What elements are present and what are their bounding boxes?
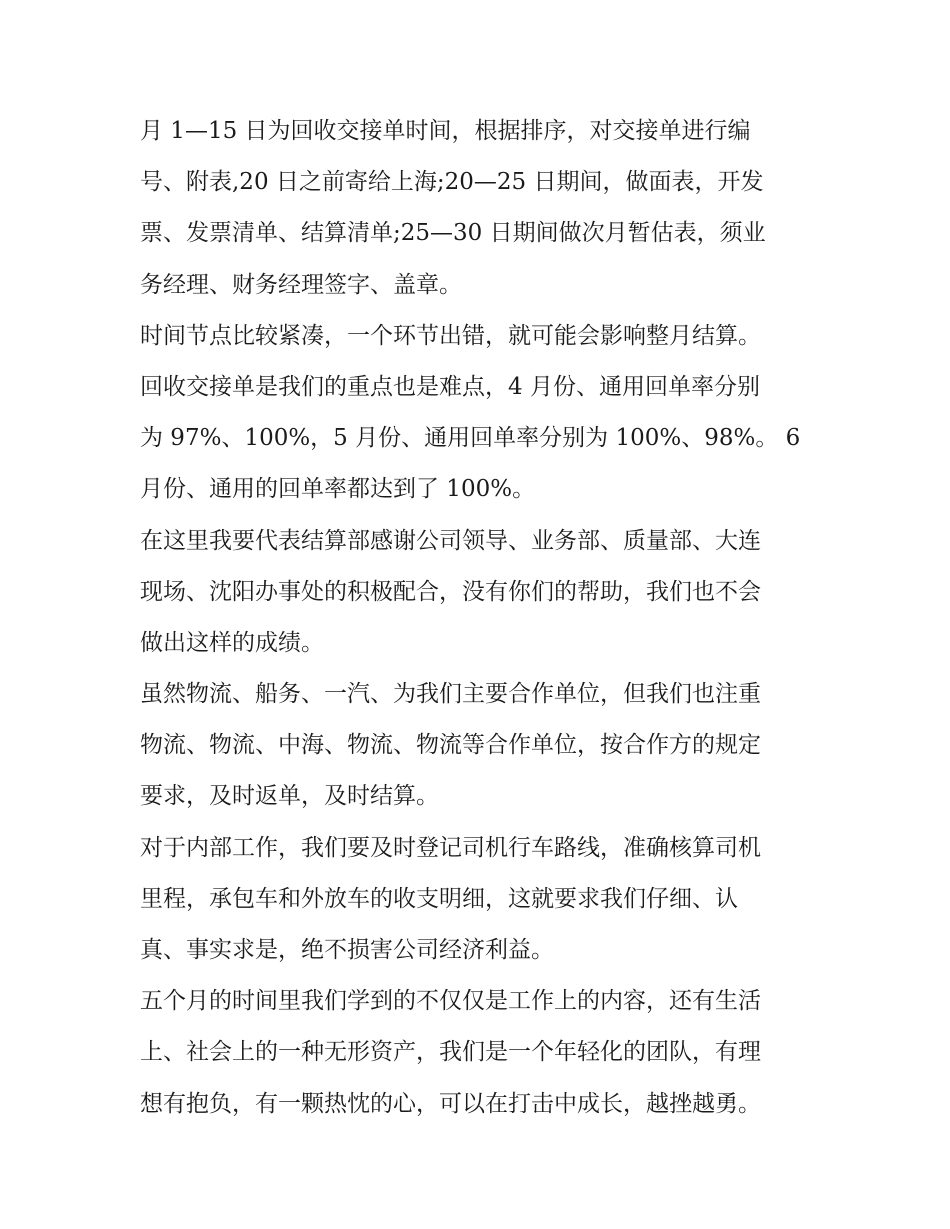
text-line: 五个月的时间里我们学到的不仅仅是工作上的内容，还有生活 <box>140 988 761 1015</box>
text-line: 为 97%、100%，5 月份、通用回单率分别为 100%、98%。 6 <box>140 425 801 452</box>
text-line: 票、发票清单、结算清单;25—30 日期间做次月暂估表，须业 <box>140 220 766 247</box>
text-line: 回收交接单是我们的重点也是难点，4 月份、通用回单率分别 <box>140 373 760 400</box>
text-line: 在这里我要代表结算部感谢公司领导、业务部、质量部、大连 <box>140 527 761 554</box>
text-line: 时间节点比较紧凑，一个环节出错，就可能会影响整月结算。 <box>140 322 761 349</box>
text-line: 要求，及时返单，及时结算。 <box>140 783 439 810</box>
text-line: 月 1—15 日为回收交接单时间，根据排序，对交接单进行编 <box>140 118 751 144</box>
text-line: 物流、物流、中海、物流、物流等合作单位，按合作方的规定 <box>140 732 761 759</box>
text-line: 做出这样的成绩。 <box>140 629 324 656</box>
text-line: 务经理、财务经理签字、盖章。 <box>140 271 462 298</box>
text-line: 号、附表,20 日之前寄给上海;20—25 日期间，做面表，开发 <box>140 169 764 196</box>
text-line: 想有抱负，有一颗热忱的心，可以在打击中成长，越挫越勇。 <box>140 1090 761 1117</box>
text-line: 对于内部工作，我们要及时登记司机行车路线，准确核算司机 <box>140 834 761 861</box>
body-text <box>140 106 820 1130</box>
text-line: 月份、通用的回单率都达到了 100%。 <box>140 476 536 503</box>
text-line: 虽然物流、船务、一汽、为我们主要合作单位，但我们也注重 <box>140 681 761 708</box>
text-line: 里程，承包车和外放车的收支明细，这就要求我们仔细、认 <box>140 885 738 912</box>
text-line: 上、社会上的一种无形资产，我们是一个年轻化的团队，有理 <box>140 1039 761 1066</box>
text-line: 真、事实求是，绝不损害公司经济利益。 <box>140 937 554 963</box>
text-line: 现场、沈阳办事处的积极配合，没有你们的帮助，我们也不会 <box>140 578 761 605</box>
